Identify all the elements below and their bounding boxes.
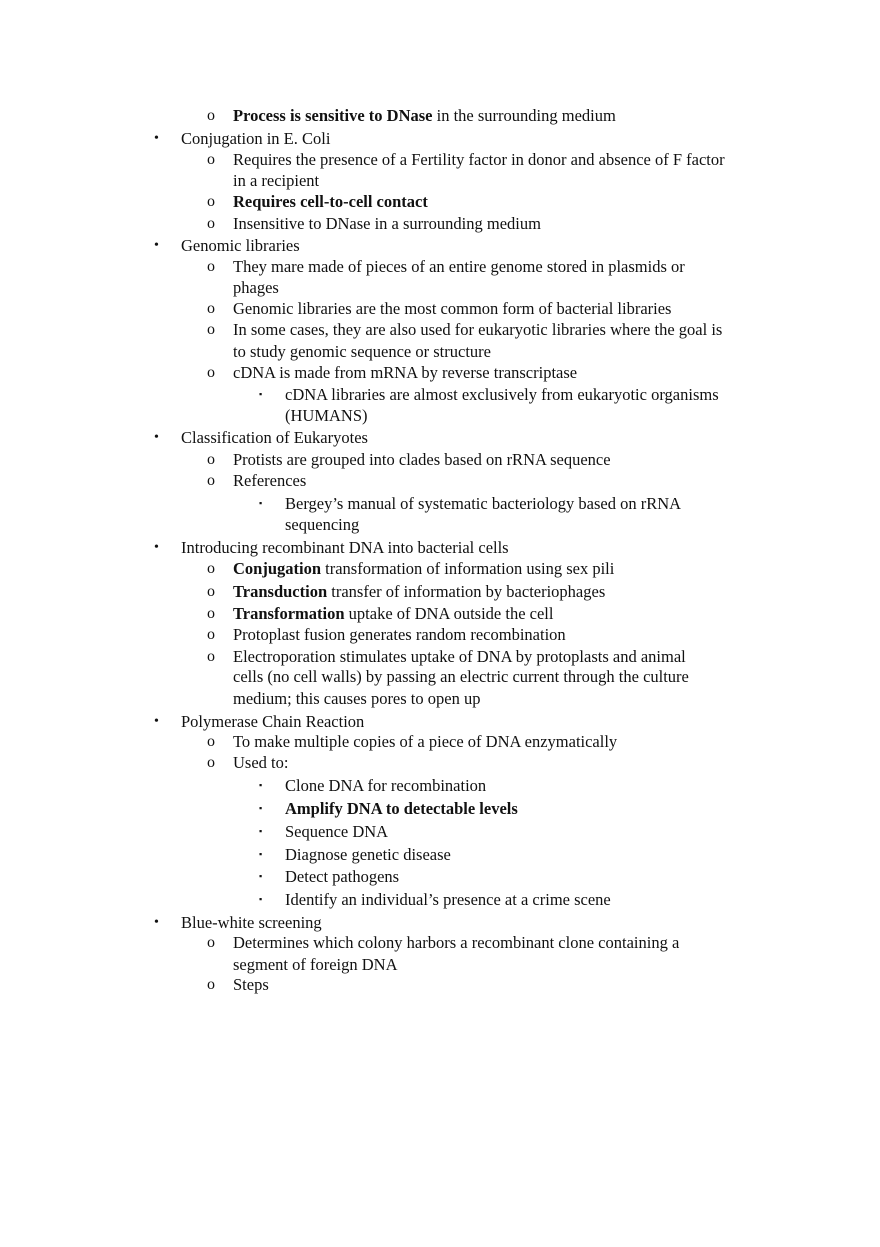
text-run: In some cases, they are also used for eukaryotic libraries where the goal is [233,320,723,339]
circle-marker: o [207,976,215,993]
text-run: Identify an individual’s presence at a crime scene [285,890,611,909]
list-item-text [233,954,398,975]
list-item-text [285,866,399,887]
list-item-text [285,384,719,405]
circle-marker: o [207,321,215,338]
text-run: segment of foreign DNA [233,955,398,974]
text-run: They mare made of pieces of an entire genome stored in plasmids or [233,257,685,276]
square-marker: ▪ [259,826,263,836]
list-item-text [233,974,269,995]
list-item-text [233,319,722,340]
text-run: Polymerase Chain Reaction [181,712,365,731]
list-item-text [233,298,671,319]
list-item-text [233,558,614,579]
text-run: Sequence DNA [285,822,389,841]
list-item-text [233,191,428,212]
list-item-text [233,277,279,298]
text-run: Bergey’s manual of systematic bacteriology based on rRNA [285,494,682,513]
circle-marker: o [207,300,215,317]
text-run: uptake of DNA outside the cell [344,604,554,623]
list-item-text [181,128,330,149]
text-run: in the surrounding medium [432,106,616,125]
list-item-text [233,624,566,645]
list-item-text [233,688,480,709]
bold-term: Transformation [233,604,345,623]
list-item-text [233,470,306,491]
circle-marker: o [207,215,215,232]
square-marker: ▪ [259,803,263,813]
list-item-text [233,666,689,687]
list-item-text [233,362,577,383]
square-marker: ▪ [259,498,263,508]
list-item-text [233,213,541,234]
bullet-marker: • [154,714,159,729]
text-run: Genomic libraries are the most common form of bacterial libraries [233,299,672,318]
bold-term: Amplify DNA to detectable levels [285,799,518,818]
list-item-text [181,235,300,256]
circle-marker: o [207,583,215,600]
bold-term: Transduction [233,582,328,601]
list-item-text [285,821,388,842]
circle-marker: o [207,107,215,124]
text-run: To make multiple copies of a piece of DNA enzymatically [233,732,618,751]
square-marker: ▪ [259,849,263,859]
list-item-text [285,844,451,865]
bullet-marker: • [154,915,159,930]
bullet-marker: • [154,430,159,445]
text-run: Diagnose genetic disease [285,845,451,864]
text-run: Used to: [233,753,289,772]
bold-term: Requires cell-to-cell contact [233,192,428,211]
circle-marker: o [207,626,215,643]
text-run: References [233,471,307,490]
list-item-text [233,256,685,277]
text-run: Classification of Eukaryotes [181,428,368,447]
circle-marker: o [207,364,215,381]
list-item-text [181,427,368,448]
circle-marker: o [207,451,215,468]
circle-marker: o [207,151,215,168]
bold-term: Conjugation [233,559,322,578]
list-item-text [233,603,553,624]
list-item-text [233,731,617,752]
list-item-text [181,537,509,558]
text-run: transfer of information by bacteriophages [327,582,606,601]
text-run: cDNA libraries are almost exclusively from eukaryotic organisms [285,385,719,404]
circle-marker: o [207,648,215,665]
text-run: (HUMANS) [285,406,368,425]
list-item-text [233,932,679,953]
circle-marker: o [207,754,215,771]
circle-marker: o [207,934,215,951]
bold-term: Process is sensitive to DNase [233,106,433,125]
text-run: Clone DNA for recombination [285,776,487,795]
list-item-text [233,105,616,126]
list-item-text [233,752,288,773]
bullet-marker: • [154,131,159,146]
list-item-text [285,775,486,796]
text-run: cells (no cell walls) by passing an electric current through the culture [233,667,689,686]
text-run: Steps [233,975,269,994]
list-item-text [233,149,725,170]
list-item-text [233,581,605,602]
text-run: Requires the presence of a Fertility factor in donor and absence of F factor [233,150,725,169]
square-marker: ▪ [259,389,263,399]
text-run: Conjugation in E. Coli [181,129,331,148]
circle-marker: o [207,472,215,489]
list-item-text [181,711,364,732]
text-run: Protoplast fusion generates random recombination [233,625,566,644]
circle-marker: o [207,733,215,750]
circle-marker: o [207,258,215,275]
list-item-text [285,514,359,535]
bullet-marker: • [154,540,159,555]
circle-marker: o [207,193,215,210]
list-item-text [181,912,322,933]
square-marker: ▪ [259,871,263,881]
text-run: Protists are grouped into clades based on rRNA sequence [233,450,611,469]
square-marker: ▪ [259,894,263,904]
list-item-text [233,646,686,667]
list-item-text [285,798,518,819]
text-run: in a recipient [233,171,320,190]
circle-marker: o [207,605,215,622]
text-run: cDNA is made from mRNA by reverse transcriptase [233,363,578,382]
list-item-text [285,405,368,426]
list-item-text [285,889,611,910]
text-run: Determines which colony harbors a recombinant clone containing a [233,933,680,952]
text-run: Blue-white screening [181,913,322,932]
text-run: transformation of information using sex pili [321,559,615,578]
text-run: Detect pathogens [285,867,400,886]
list-item-text [233,341,491,362]
text-run: to study genomic sequence or structure [233,342,491,361]
text-run: Genomic libraries [181,236,300,255]
square-marker: ▪ [259,780,263,790]
text-run: Insensitive to DNase in a surrounding medium [233,214,541,233]
bullet-marker: • [154,238,159,253]
text-run: Electroporation stimulates uptake of DNA by protoplasts and animal [233,647,686,666]
circle-marker: o [207,560,215,577]
text-run: phages [233,278,279,297]
list-item-text [233,170,319,191]
text-run: medium; this causes pores to open up [233,689,481,708]
text-run: sequencing [285,515,360,534]
list-item-text [233,449,611,470]
list-item-text [285,493,681,514]
text-run: Introducing recombinant DNA into bacterial cells [181,538,509,557]
